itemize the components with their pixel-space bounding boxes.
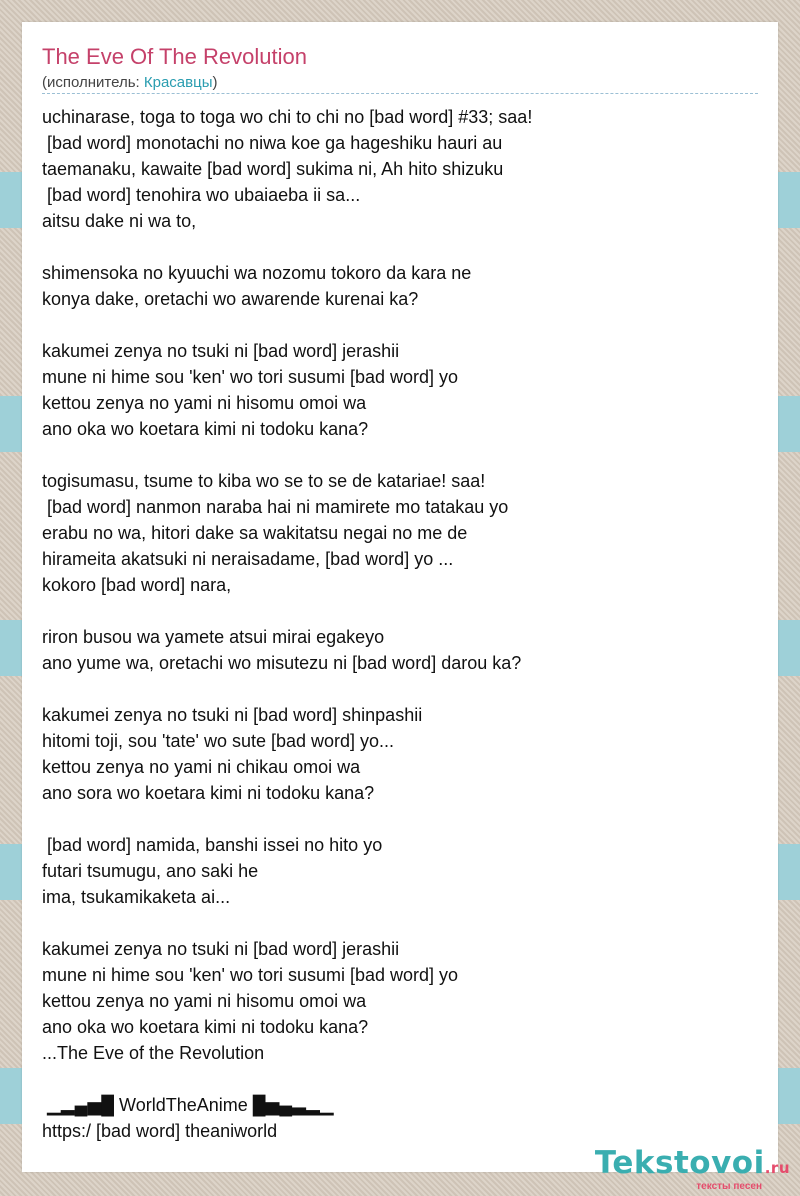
lyrics-line: kakumei zenya no tsuki ni [bad word] shinpashii	[42, 705, 423, 725]
lyrics-line: kettou zenya no yami ni hisomu omoi wa	[42, 991, 367, 1011]
lyrics-line: konya dake, oretachi wo awarende kurenai ka?	[42, 289, 419, 309]
logo-domain: .ru	[764, 1159, 790, 1177]
lyrics-line: kettou zenya no yami ni hisomu omoi wa	[42, 393, 367, 413]
lyrics-line	[42, 1066, 758, 1092]
lyrics-line: [bad word] monotachi no niwa koe ga hageshiku hauri au	[42, 133, 503, 153]
lyrics-line	[42, 910, 758, 936]
lyrics-line	[42, 312, 758, 338]
artist-line	[42, 74, 217, 91]
lyrics-line	[42, 598, 758, 624]
logo-main-text: Tekstovoi	[594, 1145, 765, 1181]
lyrics-line: riron busou wa yamete atsui mirai egakeyo	[42, 627, 385, 647]
artist-link[interactable]: Красавцы	[143, 74, 213, 91]
lyrics-line: shimensoka no kyuuchi wa nozomu tokoro da kara ne	[42, 263, 472, 283]
lyrics-line: togisumasu, tsume to kiba wo se to se de katariae! saa!	[42, 471, 486, 491]
lyrics-line: mune ni hime sou 'ken' wo tori susumi [bad word] yo	[42, 367, 459, 387]
lyrics-card	[22, 22, 778, 1172]
lyrics-line: ano sora wo koetara kimi ni todoku kana?	[42, 783, 375, 803]
lyrics-line: kakumei zenya no tsuki ni [bad word] jerashii	[42, 341, 400, 361]
site-logo[interactable]	[595, 1146, 790, 1192]
lyrics-line: ano yume wa, oretachi wo misutezu ni [bad word] darou ka?	[42, 653, 522, 673]
lyrics-line: kettou zenya no yami ni chikau omoi wa	[42, 757, 361, 777]
song-title: The Eve Of The Revolution	[42, 44, 307, 69]
lyrics-line: ano oka wo koetara kimi ni todoku kana?	[42, 1017, 369, 1037]
lyrics-line: aitsu dake ni wa to,	[42, 211, 197, 231]
lyrics-line: ima, tsukamikaketa ai...	[42, 887, 231, 907]
lyrics-line: erabu no wa, hitori dake sa wakitatsu negai no me de	[42, 523, 468, 543]
lyrics-line: [bad word] tenohira wo ubaiaeba ii sa...	[42, 185, 361, 205]
artist-prefix: (исполнитель:	[42, 74, 144, 91]
lyrics-line: hirameita akatsuki ni neraisadame, [bad word] yo ...	[42, 549, 454, 569]
logo-tagline: тексты песен	[696, 1181, 762, 1192]
lyrics-line	[42, 234, 758, 260]
lyrics-line: hitomi toji, sou 'tate' wo sute [bad word] yo...	[42, 731, 395, 751]
logo-wordmark	[595, 1146, 790, 1185]
lyrics-text	[42, 104, 758, 1144]
lyrics-line: taemanaku, kawaite [bad word] sukima ni, Ah hito shizuku	[42, 159, 504, 179]
lyrics-line: [bad word] namida, banshi issei no hito yo	[42, 835, 383, 855]
lyrics-line: kakumei zenya no tsuki ni [bad word] jerashii	[42, 939, 400, 959]
lyrics-line: ano oka wo koetara kimi ni todoku kana?	[42, 419, 369, 439]
lyrics-line: futari tsumugu, ano saki he	[42, 861, 259, 881]
lyrics-line	[42, 806, 758, 832]
lyrics-line: ...The Eve of the Revolution	[42, 1043, 265, 1063]
artist-suffix: )	[212, 74, 218, 91]
lyrics-line	[42, 676, 758, 702]
lyrics-line: mune ni hime sou 'ken' wo tori susumi [bad word] yo	[42, 965, 459, 985]
lyrics-line: kokoro [bad word] nara,	[42, 575, 232, 595]
lyrics-line: [bad word] nanmon naraba hai ni mamirete mo tatakau yo	[42, 497, 509, 517]
lyrics-line: ▁▂▄▅█ WorldTheAnime █▅▄▃▂▁	[42, 1095, 334, 1115]
lyrics-line: uchinarase, toga to toga wo chi to chi no [bad word] #33; saa!	[42, 107, 533, 127]
title-divider	[42, 93, 758, 94]
lyrics-line	[42, 442, 758, 468]
lyrics-line: https:/ [bad word] theaniworld	[42, 1121, 278, 1141]
